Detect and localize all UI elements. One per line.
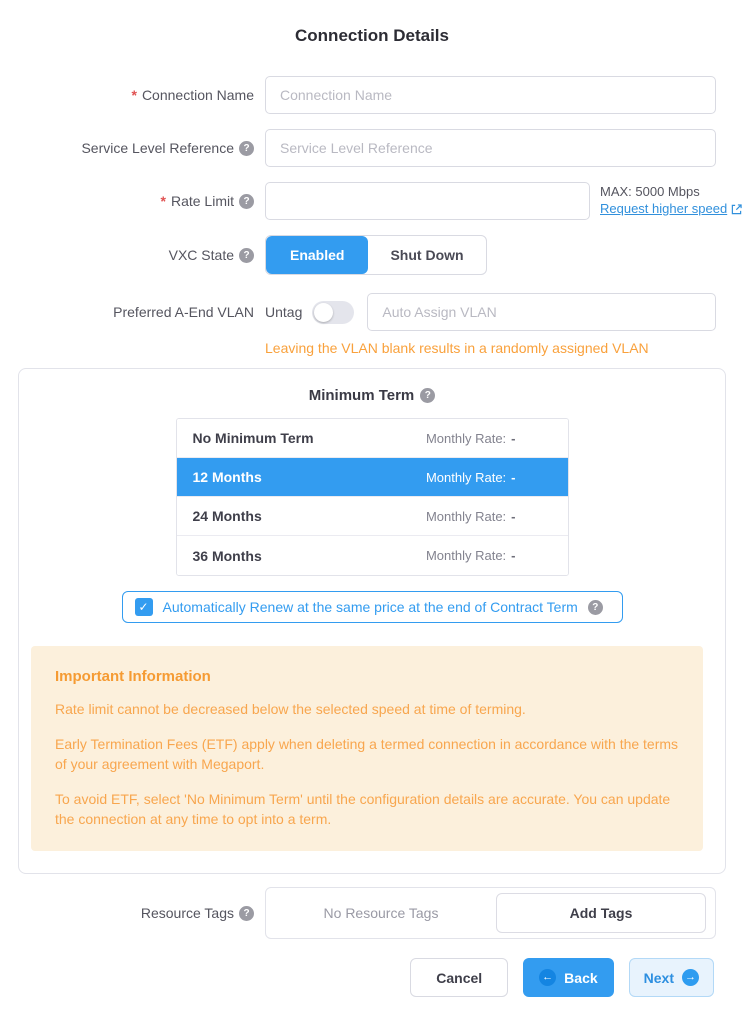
cancel-button[interactable]: Cancel — [410, 958, 508, 997]
footer-actions — [0, 958, 744, 997]
preferred-a-end-vlan-row — [0, 293, 744, 331]
important-information-paragraph: Rate limit cannot be decreased below the selected speed at time of terming. — [55, 701, 526, 717]
resource-tags-box — [265, 887, 716, 939]
next-button[interactable]: Next → — [629, 958, 714, 997]
vxc-state-segmented-control — [265, 235, 487, 275]
rate-limit-max-text: MAX: 5000 Mbps — [600, 184, 700, 200]
add-tags-button[interactable]: Add Tags — [496, 893, 706, 933]
important-information-box — [31, 646, 703, 851]
vxc-state-row — [0, 235, 744, 275]
term-option-no-minimum[interactable]: No Minimum Term Monthly Rate: - — [177, 419, 568, 458]
connection-name-input[interactable] — [265, 76, 716, 114]
rate-limit-row — [0, 182, 744, 220]
service-level-reference-row — [0, 129, 744, 167]
external-link-icon — [731, 204, 742, 215]
resource-tags-label: Resource Tags ? — [0, 905, 254, 921]
important-information-paragraph: Early Termination Fees (ETF) apply when deleting a termed connection in accordance with the terms of your agreement with Megaport. — [55, 735, 679, 772]
minimum-term-title: Minimum Term ? — [19, 387, 725, 404]
auto-renew-checkbox-row[interactable] — [122, 591, 623, 623]
toggle-knob — [314, 303, 333, 322]
back-arrow-icon: ← — [539, 969, 556, 986]
required-marker: * — [160, 193, 166, 209]
term-option-12-months[interactable]: 12 Months Monthly Rate: - — [177, 458, 568, 497]
help-icon[interactable]: ? — [588, 600, 603, 615]
back-button[interactable]: ← Back — [523, 958, 613, 997]
help-icon[interactable]: ? — [420, 388, 435, 403]
resource-tags-empty-text: No Resource Tags — [323, 905, 439, 922]
checkbox-checked-icon[interactable]: ✓ — [135, 598, 153, 616]
vxc-state-enabled-button[interactable]: Enabled — [266, 236, 368, 274]
next-arrow-icon: → — [682, 969, 699, 986]
page-title: Connection Details — [295, 26, 449, 45]
help-icon[interactable]: ? — [239, 194, 254, 209]
preferred-a-end-vlan-label: Preferred A-End VLAN — [113, 304, 254, 320]
help-icon[interactable]: ? — [239, 248, 254, 263]
vlan-input[interactable] — [367, 293, 716, 331]
term-option-24-months[interactable]: 24 Months Monthly Rate: - — [177, 497, 568, 536]
vlan-warning-row — [0, 340, 744, 356]
term-option-36-months[interactable]: 36 Months Monthly Rate: - — [177, 536, 568, 575]
connection-name-label: * Connection Name — [131, 87, 254, 103]
vlan-warning-text: Leaving the VLAN blank results in a randomly assigned VLAN — [265, 340, 649, 356]
rate-limit-label: * Rate Limit ? — [0, 193, 254, 209]
vxc-state-label: VXC State ? — [0, 247, 254, 263]
help-icon[interactable]: ? — [239, 906, 254, 921]
rate-limit-input[interactable] — [265, 182, 590, 220]
untag-toggle[interactable] — [312, 301, 354, 324]
minimum-term-table — [176, 418, 569, 576]
auto-renew-label: Automatically Renew at the same price at the end of Contract Term — [162, 599, 578, 615]
required-marker: * — [131, 87, 137, 103]
service-level-reference-label: Service Level Reference ? — [0, 140, 254, 156]
untag-label: Untag — [265, 304, 303, 320]
connection-name-row — [0, 76, 744, 114]
request-higher-speed-link[interactable]: Request higher speed — [600, 201, 742, 218]
vxc-state-shutdown-button[interactable]: Shut Down — [368, 236, 485, 274]
important-information-title: Important Information — [55, 668, 211, 685]
help-icon[interactable]: ? — [239, 141, 254, 156]
minimum-term-section — [18, 368, 726, 874]
service-level-reference-input[interactable] — [265, 129, 716, 167]
important-information-paragraph: To avoid ETF, select 'No Minimum Term' until the configuration details are accurate. You can update the connection at any time to opt into a term. — [55, 790, 671, 827]
resource-tags-row — [0, 887, 744, 939]
